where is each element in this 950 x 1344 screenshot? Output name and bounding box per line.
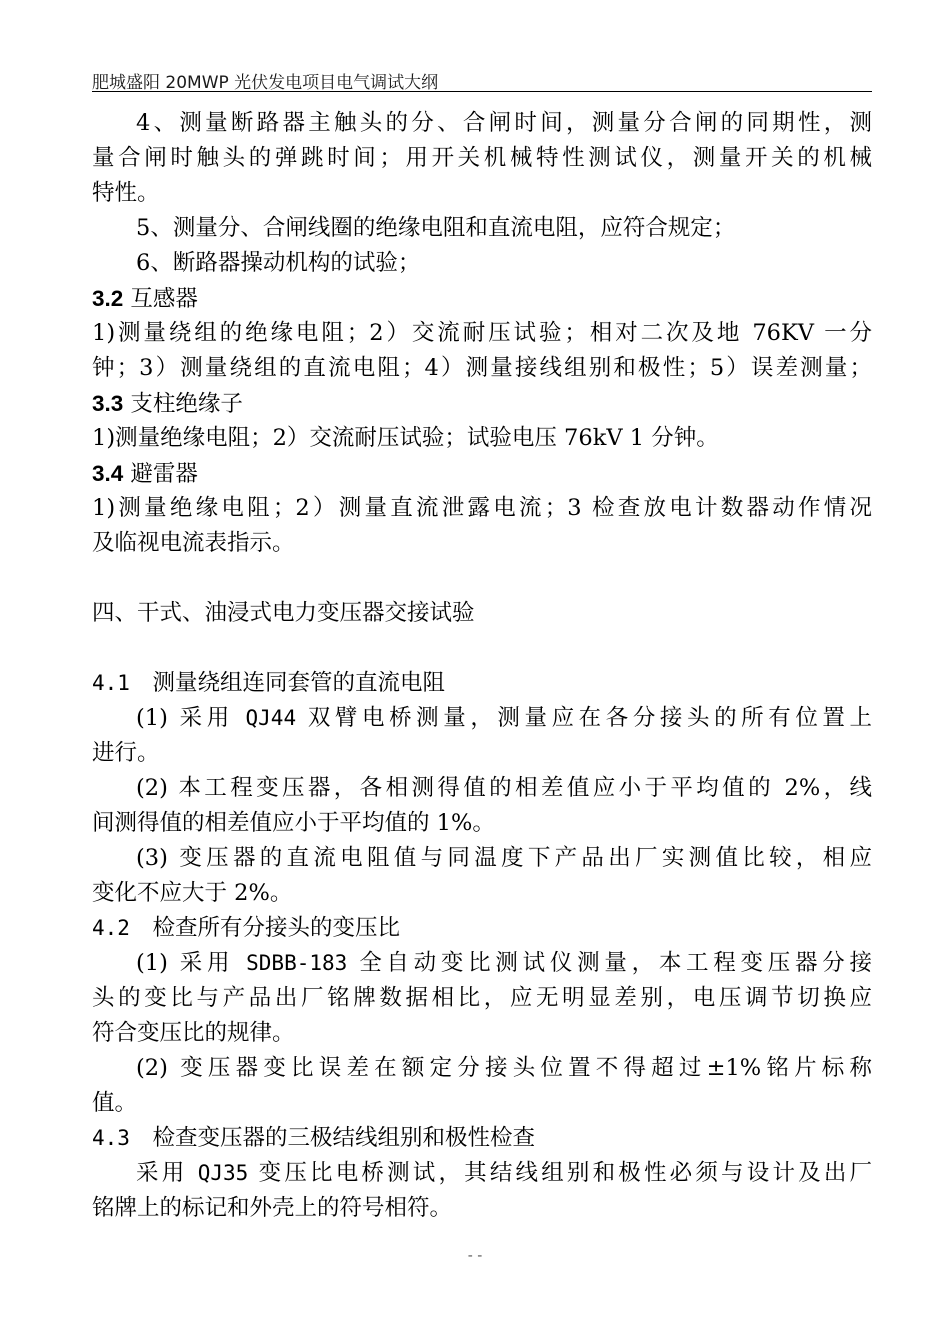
heading-text: 支柱绝缘子 bbox=[123, 391, 243, 417]
paragraph-line: 1)测量绝缘电阻；2）测量直流泄露电流；3 检查放电计数器动作情况 bbox=[92, 495, 872, 521]
paragraph-line bbox=[92, 946, 872, 981]
heading-text: 检查所有分接头的变压比 bbox=[129, 915, 400, 941]
blank-line bbox=[92, 631, 872, 666]
paragraph-line: (2) 变压器变比误差在额定分接头位置不得超过±1%铭片标称 bbox=[136, 1055, 872, 1081]
paragraph-line: 量合闸时触头的弹跳时间；用开关机械特性测试仪，测量开关的机械 bbox=[92, 145, 872, 171]
heading-text: 互感器 bbox=[123, 286, 198, 312]
item-text: 变压比电桥测试，其结线组别和极性必须与设计及出厂 bbox=[248, 1160, 872, 1186]
paragraph-line: 5、测量分、合闸线圈的绝缘电阻和直流电阻，应符合规定； bbox=[136, 215, 736, 241]
heading-number: 3.4 bbox=[92, 461, 124, 486]
paragraph-line: 铭牌上的标记和外壳上的符号相符。 bbox=[92, 1195, 453, 1221]
heading-number: 4.1 bbox=[92, 671, 130, 695]
heading-number: 3.2 bbox=[92, 286, 124, 311]
paragraph-line bbox=[92, 1156, 872, 1191]
paragraph-line: 1)测量绝缘电阻；2）交流耐压试验；试验电压 76kV 1 分钟。 bbox=[92, 425, 719, 451]
paragraph-line: 钟；3）测量绕组的直流电阻；4）测量接线组别和极性；5）误差测量； bbox=[92, 355, 872, 381]
header-rule bbox=[92, 91, 872, 92]
instrument-model: QJ44 bbox=[245, 706, 297, 730]
paragraph-line: 6、断路器操动机构的试验； bbox=[136, 250, 421, 276]
paragraph-line: (2) 本工程变压器，各相测得值的相差值应小于平均值的 2%，线 bbox=[136, 775, 872, 801]
document-body bbox=[92, 106, 872, 1226]
heading-number: 4.3 bbox=[92, 1126, 130, 1150]
heading-number: 3.3 bbox=[92, 391, 124, 416]
subsection-heading-4-1 bbox=[92, 666, 872, 701]
item-text: 全自动变比测试仪测量，本工程变压器分接 bbox=[347, 950, 872, 976]
section-heading-4: 四、干式、油浸式电力变压器交接试验 bbox=[92, 600, 475, 626]
paragraph-line: 符合变压比的规律。 bbox=[92, 1020, 295, 1046]
heading-text: 测量绕组连同套管的直流电阻 bbox=[129, 670, 445, 696]
section-heading-3-3 bbox=[92, 386, 872, 421]
paragraph-line: 间测得值的相差值应小于平均值的 1%。 bbox=[92, 810, 495, 836]
paragraph-line: 进行。 bbox=[92, 740, 160, 766]
paragraph-line: 及临视电流表指示。 bbox=[92, 530, 295, 556]
page-header: 肥城盛阳 20MWP 光伏发电项目电气调试大纲 bbox=[92, 73, 439, 93]
subsection-heading-4-3 bbox=[92, 1121, 872, 1156]
heading-number: 4.2 bbox=[92, 916, 130, 940]
subsection-heading-4-2 bbox=[92, 911, 872, 946]
instrument-model: QJ35 bbox=[197, 1161, 249, 1185]
blank-line bbox=[92, 561, 872, 596]
item-prefix: 采用 bbox=[136, 1160, 198, 1186]
paragraph-line: 值。 bbox=[92, 1090, 138, 1116]
paragraph-line: 4、测量断路器主触头的分、合闸时间，测量分合闸的同期性，测 bbox=[136, 110, 872, 136]
item-text: 双臂电桥测量，测量应在各分接头的所有位置上 bbox=[296, 705, 872, 731]
paragraph-line: 特性。 bbox=[92, 180, 160, 206]
section-heading-3-2 bbox=[92, 281, 872, 316]
heading-text: 检查变压器的三极结线组别和极性检查 bbox=[129, 1125, 535, 1151]
item-prefix: (1) 采用 bbox=[136, 950, 247, 976]
paragraph-line bbox=[92, 701, 872, 736]
paragraph-line: 头的变比与产品出厂铭牌数据相比，应无明显差别，电压调节切换应 bbox=[92, 985, 872, 1011]
section-heading-3-4 bbox=[92, 456, 872, 491]
paragraph-line: (3) 变压器的直流电阻值与同温度下产品出厂实测值比较，相应 bbox=[136, 845, 872, 871]
paragraph-line: 1)测量绕组的绝缘电阻；2）交流耐压试验；相对二次及地 76KV 一分 bbox=[92, 320, 872, 346]
paragraph-line: 变化不应大于 2%。 bbox=[92, 880, 293, 906]
page-footer: - - bbox=[467, 1248, 483, 1264]
item-prefix: (1) 采用 bbox=[136, 705, 246, 731]
instrument-model: SDBB-183 bbox=[246, 951, 348, 975]
heading-text: 避雷器 bbox=[123, 461, 198, 487]
